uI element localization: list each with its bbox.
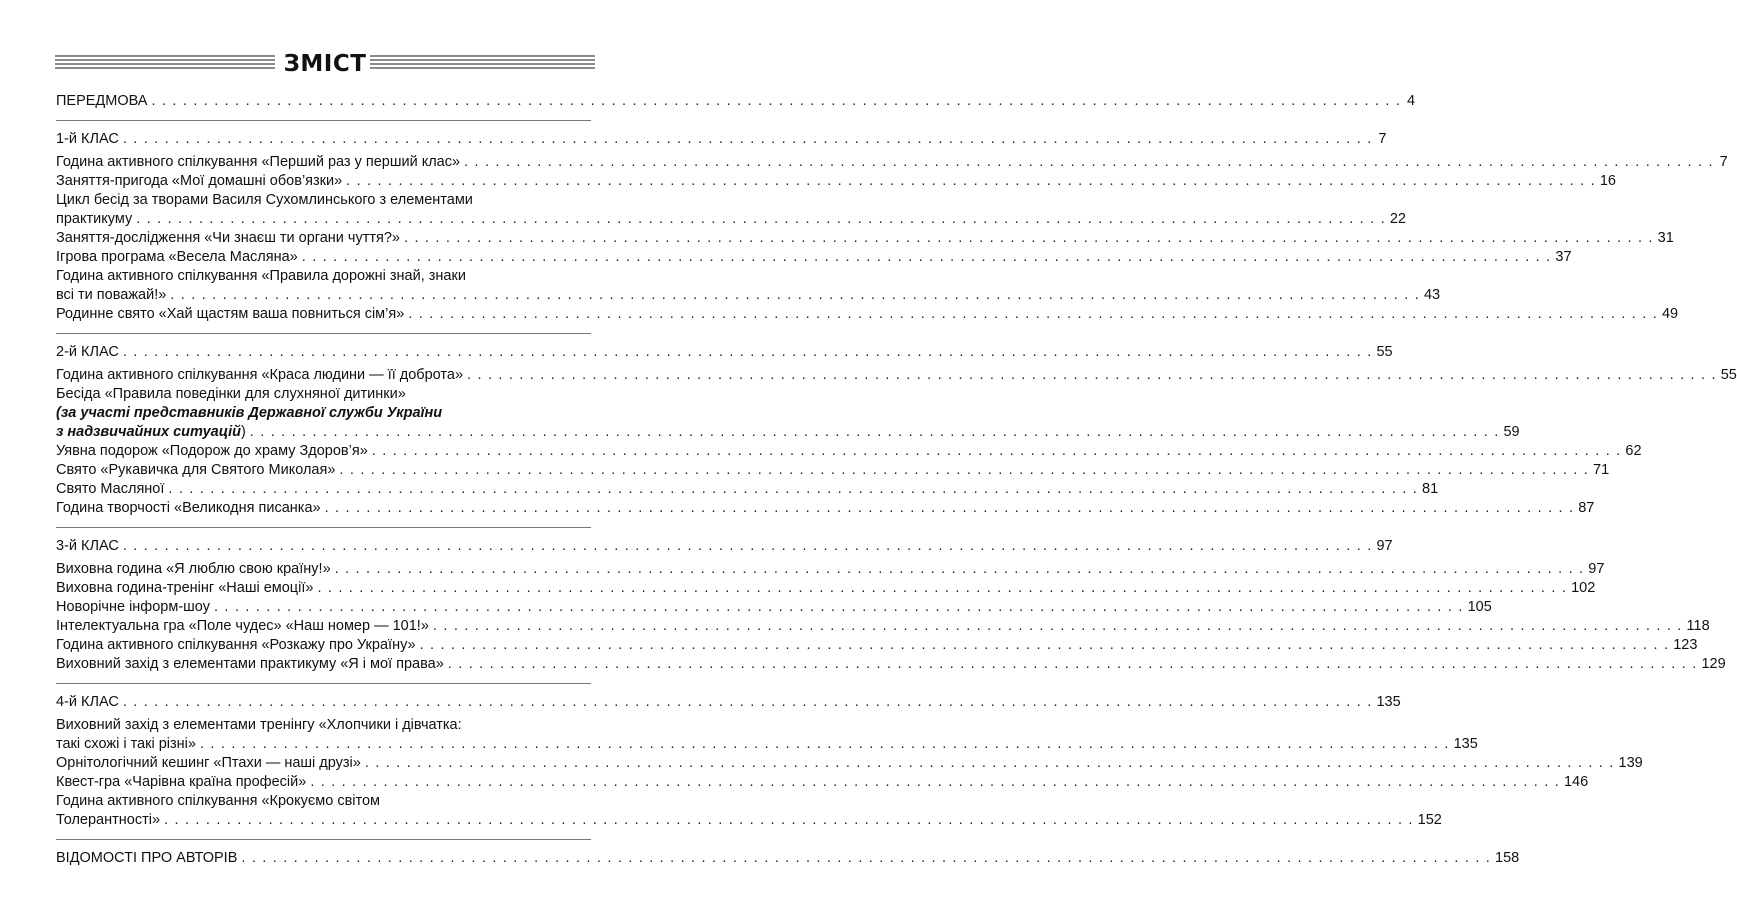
page-title: ЗМІСТ <box>283 51 367 77</box>
toc-entry-title: ПЕРЕДМОВА <box>56 93 148 109</box>
toc-entry[interactable] <box>56 499 1595 518</box>
toc-entry[interactable] <box>56 229 1674 248</box>
toc-entry-last-line <box>56 773 1589 792</box>
toc-entry-last-line <box>56 210 1406 229</box>
toc-entry-last-line <box>56 811 1442 830</box>
toc-entry[interactable] <box>56 617 1710 636</box>
toc-page-number: 118 <box>1686 618 1710 634</box>
toc-entry-line: Година активного спілкування «Правила дорожні знай, знаки <box>56 268 466 284</box>
toc-entry[interactable] <box>56 560 1605 579</box>
section-divider <box>56 120 591 121</box>
leader-dots: . . . . . . . . . . . . . . . . . . . . . . . . . . . . . . . . . . . . . . . . . . . . . . . . . . . . . . . . . . . . . . . . . . . . . . . . . . . . . . . . . . . . . . . . . . . . . . . . . . . . . . . . . . . . . . . . . . . . . . . . <box>122 131 1373 147</box>
section-divider <box>56 839 591 840</box>
toc-entry-last-line <box>56 655 1726 674</box>
toc-page-number: 146 <box>1563 774 1589 790</box>
toc-section-heading-grade1[interactable] <box>56 130 1387 149</box>
toc-page-number: 59 <box>1503 424 1520 440</box>
toc-entry-line: Година активного спілкування «Крокуємо світом <box>56 793 381 809</box>
leader-dots: . . . . . . . . . . . . . . . . . . . . . . . . . . . . . . . . . . . . . . . . . . . . . . . . . . . . . . . . . . . . . . . . . . . . . . . . . . . . . . . . . . . . . . . . . . . . . . . . . . . . . . . . . . . . . . . . . . . . . . . . <box>122 538 1373 554</box>
toc-page-number: 158 <box>1495 850 1520 866</box>
toc-entry-last-line <box>56 636 1698 655</box>
toc-page-number: 97 <box>1376 538 1393 554</box>
toc-entry-title: Виховний захід з елементами практикуму «Я і мої права» <box>56 656 444 672</box>
toc-entry-title: практикуму <box>56 211 133 227</box>
leader-dots: . . . . . . . . . . . . . . . . . . . . . . . . . . . . . . . . . . . . . . . . . . . . . . . . . . . . . . . . . . . . . . . . . . . . . . . . . . . . . . . . . . . . . . . . . . . . . . . . . . . . . . . . . . . . . . . . . . . . . . . . <box>310 774 1560 790</box>
toc-entry-line: Виховний захід з елементами тренінгу «Хлопчики і дівчатка: <box>56 717 462 733</box>
toc-entry[interactable] <box>56 172 1616 191</box>
toc-entry-title: Новорічне інформ-шоу <box>56 599 210 615</box>
toc-page-number: 31 <box>1657 230 1674 246</box>
toc-page-number: 102 <box>1571 580 1596 596</box>
toc-entry-title: Інтелектуальна гра «Поле чудес» «Наш номер — 101!» <box>56 618 429 634</box>
leader-dots: . . . . . . . . . . . . . . . . . . . . . . . . . . . . . . . . . . . . . . . . . . . . . . . . . . . . . . . . . . . . . . . . . . . . . . . . . . . . . . . . . . . . . . . . . . . . . . . . . . . . . . . . . . . . . . . . . . . . . . . . <box>346 173 1596 189</box>
toc-entry-last-line <box>56 305 1679 324</box>
toc-entry-title: Година активного спілкування «Перший раз у перший клас» <box>56 154 461 170</box>
toc-entry-last-line <box>56 248 1572 267</box>
toc-entry-title: Заняття-пригода «Мої домашні обов’язки» <box>56 173 343 189</box>
toc-page-number: 49 <box>1661 306 1679 322</box>
toc-entry[interactable] <box>56 153 1728 172</box>
toc-entry-title: такі схожі і такі різні» <box>56 736 196 752</box>
toc-entry-line: Цикл бесід за творами Василя Сухомлинського з елементами <box>56 192 473 208</box>
toc-entry-last-line <box>56 461 1610 480</box>
toc-list-grade3 <box>56 560 1726 674</box>
toc-entry[interactable] <box>56 655 1726 674</box>
toc-entry-last-line <box>56 442 1642 461</box>
leader-dots: . . . . . . . . . . . . . . . . . . . . . . . . . . . . . . . . . . . . . . . . . . . . . . . . . . . . . . . . . . . . . . . . . . . . . . . . . . . . . . . . . . . . . . . . . . . . . . . . . . . . . . . . . . . . . . . . . . . . . . . . <box>122 694 1373 710</box>
toc-entry-authors[interactable] <box>56 849 1520 868</box>
toc-page-number: 139 <box>1618 755 1643 771</box>
leader-dots: . . . . . . . . . . . . . . . . . . . . . . . . . . . . . . . . . . . . . . . . . . . . . . . . . . . . . . . . . . . . . . . . . . . . . . . . . . . . . . . . . . . . . . . . . . . . . . . . . . . . . . . . . . . . . . . . . . . . . . . . <box>241 850 1492 866</box>
toc-page-number: 105 <box>1467 599 1492 615</box>
leader-dots: . . . . . . . . . . . . . . . . . . . . . . . . . . . . . . . . . . . . . . . . . . . . . . . . . . . . . . . . . . . . . . . . . . . . . . . . . . . . . . . . . . . . . . . . . . . . . . . . . . . . . . . . . . . . . . . . . . . . . . . . <box>317 580 1568 596</box>
leader-dots: . . . . . . . . . . . . . . . . . . . . . . . . . . . . . . . . . . . . . . . . . . . . . . . . . . . . . . . . . . . . . . . . . . . . . . . . . . . . . . . . . . . . . . . . . . . . . . . . . . . . . . . . . . . . . . . . . . . . . . . . <box>408 306 1658 322</box>
toc-entry-title: Толерантності» <box>56 812 161 828</box>
toc-section-heading-grade4[interactable] <box>56 693 1401 712</box>
toc-page-number: 43 <box>1423 287 1441 303</box>
toc-entry[interactable] <box>56 442 1642 461</box>
toc-page-number: 129 <box>1701 656 1726 672</box>
leader-dots: . . . . . . . . . . . . . . . . . . . . . . . . . . . . . . . . . . . . . . . . . . . . . . . . . . . . . . . . . . . . . . . . . . . . . . . . . . . . . . . . . . . . . . . . . . . . . . . . . . . . . . . . . . . . . . . . . . . . . . . . <box>213 599 1464 615</box>
toc-entry[interactable] <box>56 267 1441 305</box>
toc-entry-multiline[interactable] <box>56 385 1520 442</box>
toc-entry-last-line <box>56 754 1643 773</box>
toc-entry-title: Година активного спілкування «Краса людини — її доброта» <box>56 367 464 383</box>
page-header <box>55 50 595 78</box>
toc-list-grade4 <box>56 716 1643 830</box>
leader-dots: . . . . . . . . . . . . . . . . . . . . . . . . . . . . . . . . . . . . . . . . . . . . . . . . . . . . . . . . . . . . . . . . . . . . . . . . . . . . . . . . . . . . . . . . . . . . . . . . . . . . . . . . . . . . . . . . . . . . . . . . <box>170 287 1420 303</box>
toc-page-number: 37 <box>1555 249 1572 265</box>
toc-entry-last-line <box>56 229 1674 248</box>
toc-entry-title: Квест-гра «Чарівна країна професій» <box>56 774 307 790</box>
leader-dots: . . . . . . . . . . . . . . . . . . . . . . . . . . . . . . . . . . . . . . . . . . . . . . . . . . . . . . . . . . . . . . . . . . . . . . . . . . . . . . . . . . . . . . . . . . . . . . . . . . . . . . . . . . . . . . . . . . . . . . . . <box>334 561 1585 577</box>
toc-entry-last-line <box>56 579 1596 598</box>
toc-entry-title: ВІДОМОСТІ ПРО АВТОРІВ <box>56 850 238 866</box>
toc-section-heading-grade2[interactable] <box>56 343 1393 362</box>
leader-dots: . . . . . . . . . . . . . . . . . . . . . . . . . . . . . . . . . . . . . . . . . . . . . . . . . . . . . . . . . . . . . . . . . . . . . . . . . . . . . . . . . . . . . . . . . . . . . . . . . . . . . . . . . . . . . . . . . . . . . . . . <box>249 424 1500 440</box>
toc-page-number: 123 <box>1673 637 1698 653</box>
toc-entry[interactable] <box>56 792 1442 830</box>
toc-page-number: 62 <box>1625 443 1642 459</box>
toc-entry-title: всі ти поважай!» <box>56 287 167 303</box>
toc-entry-line-italic: (за участі представників Державної служби України <box>56 405 443 421</box>
toc-entry[interactable] <box>56 191 1406 229</box>
toc-entry-title: Ігрова програма «Весела Масляна» <box>56 249 298 265</box>
leader-dots: . . . . . . . . . . . . . . . . . . . . . . . . . . . . . . . . . . . . . . . . . . . . . . . . . . . . . . . . . . . . . . . . . . . . . . . . . . . . . . . . . . . . . . . . . . . . . . . . . . . . . . . . . . . . . . . . . . . . . . . . <box>301 249 1552 265</box>
leader-dots: . . . . . . . . . . . . . . . . . . . . . . . . . . . . . . . . . . . . . . . . . . . . . . . . . . . . . . . . . . . . . . . . . . . . . . . . . . . . . . . . . . . . . . . . . . . . . . . . . . . . . . . . . . . . . . . . . . . . . . . . <box>364 755 1615 771</box>
toc-entry[interactable] <box>56 305 1679 324</box>
toc-entry-last-line <box>56 480 1439 499</box>
toc-entry-title: Година творчості «Великодня писанка» <box>56 500 321 516</box>
toc-page-number: 135 <box>1376 694 1401 710</box>
leader-dots: . . . . . . . . . . . . . . . . . . . . . . . . . . . . . . . . . . . . . . . . . . . . . . . . . . . . . . . . . . . . . . . . . . . . . . . . . . . . . . . . . . . . . . . . . . . . . . . . . . . . . . . . . . . . . . . . . . . . . . . . <box>371 443 1622 459</box>
toc-entry-title: Виховна година «Я люблю свою країну!» <box>56 561 331 577</box>
toc-entry[interactable] <box>56 579 1596 598</box>
toc-entry-preface[interactable] <box>56 92 1416 111</box>
header-rule-left <box>55 55 275 71</box>
toc-entry-last-line <box>56 598 1492 617</box>
toc-entry-title: 3-й КЛАС <box>56 538 119 554</box>
leader-dots: . . . . . . . . . . . . . . . . . . . . . . . . . . . . . . . . . . . . . . . . . . . . . . . . . . . . . . . . . . . . . . . . . . . . . . . . . . . . . . . . . . . . . . . . . . . . . . . . . . . . . . . . . . . . . . . . . . . . . . . . <box>324 500 1575 516</box>
toc-entry-title: Свято «Рукавичка для Святого Миколая» <box>56 462 336 478</box>
toc-entry-last-line <box>56 560 1605 579</box>
toc-page-number: 81 <box>1422 481 1439 497</box>
toc-page-number: 4 <box>1407 93 1416 109</box>
toc-entry-line: Бесіда «Правила поведінки для слухняної дитинки» <box>56 386 406 402</box>
toc-entry-title: Година активного спілкування «Розкажу про Україну» <box>56 637 416 653</box>
toc-entry-last-line <box>56 286 1441 305</box>
toc-page-number: 152 <box>1417 812 1442 828</box>
leader-dots: . . . . . . . . . . . . . . . . . . . . . . . . . . . . . . . . . . . . . . . . . . . . . . . . . . . . . . . . . . . . . . . . . . . . . . . . . . . . . . . . . . . . . . . . . . . . . . . . . . . . . . . . . . . . . . . . . . . . . . . . <box>168 481 1419 497</box>
toc-entry[interactable] <box>56 480 1439 499</box>
leader-dots: . . . . . . . . . . . . . . . . . . . . . . . . . . . . . . . . . . . . . . . . . . . . . . . . . . . . . . . . . . . . . . . . . . . . . . . . . . . . . . . . . . . . . . . . . . . . . . . . . . . . . . . . . . . . . . . . . . . . . . . . <box>404 230 1654 246</box>
toc-entry-title: 1-й КЛАС <box>56 131 119 147</box>
toc-entry-last-line <box>56 153 1728 172</box>
leader-dots: . . . . . . . . . . . . . . . . . . . . . . . . . . . . . . . . . . . . . . . . . . . . . . . . . . . . . . . . . . . . . . . . . . . . . . . . . . . . . . . . . . . . . . . . . . . . . . . . . . . . . . . . . . . . . . . . . . . . . . . . <box>151 93 1402 109</box>
toc-entry-title: Виховна година-тренінг «Наші емоції» <box>56 580 314 596</box>
toc-page-number: 22 <box>1389 211 1406 227</box>
toc-entry[interactable] <box>56 248 1572 267</box>
toc-entry[interactable] <box>56 461 1610 480</box>
toc-entry-line-italic: з надзвичайних ситуацій <box>56 424 241 440</box>
toc-entry-last-line <box>56 499 1595 518</box>
leader-dots: . . . . . . . . . . . . . . . . . . . . . . . . . . . . . . . . . . . . . . . . . . . . . . . . . . . . . . . . . . . . . . . . . . . . . . . . . . . . . . . . . . . . . . . . . . . . . . . . . . . . . . . . . . . . . . . . . . . . . . . . <box>199 736 1450 752</box>
leader-dots: . . . . . . . . . . . . . . . . . . . . . . . . . . . . . . . . . . . . . . . . . . . . . . . . . . . . . . . . . . . . . . . . . . . . . . . . . . . . . . . . . . . . . . . . . . . . . . . . . . . . . . . . . . . . . . . . . . . . . . . . <box>467 367 1717 383</box>
toc-entry[interactable] <box>56 716 1478 754</box>
toc-page-number: 135 <box>1453 736 1478 752</box>
header-rule-right <box>370 55 595 71</box>
closing-paren: ) <box>240 424 246 440</box>
toc-page-number: 7 <box>1378 131 1387 147</box>
leader-dots: . . . . . . . . . . . . . . . . . . . . . . . . . . . . . . . . . . . . . . . . . . . . . . . . . . . . . . . . . . . . . . . . . . . . . . . . . . . . . . . . . . . . . . . . . . . . . . . . . . . . . . . . . . . . . . . . . . . . . . . . <box>447 656 1698 672</box>
toc-section-heading-grade3[interactable] <box>56 537 1393 556</box>
toc-page-number: 97 <box>1588 561 1605 577</box>
toc-entry[interactable] <box>56 773 1589 792</box>
toc-page-number: 7 <box>1719 154 1728 170</box>
leader-dots: . . . . . . . . . . . . . . . . . . . . . . . . . . . . . . . . . . . . . . . . . . . . . . . . . . . . . . . . . . . . . . . . . . . . . . . . . . . . . . . . . . . . . . . . . . . . . . . . . . . . . . . . . . . . . . . . . . . . . . . . <box>164 812 1414 828</box>
leader-dots: . . . . . . . . . . . . . . . . . . . . . . . . . . . . . . . . . . . . . . . . . . . . . . . . . . . . . . . . . . . . . . . . . . . . . . . . . . . . . . . . . . . . . . . . . . . . . . . . . . . . . . . . . . . . . . . . . . . . . . . . <box>122 344 1373 360</box>
toc-entry-title: Уявна подорож «Подорож до храму Здоров’я» <box>56 443 368 459</box>
toc-entry-title: Свято Масляної <box>56 481 165 497</box>
toc-entry-last-line <box>56 735 1478 754</box>
toc-page-number: 16 <box>1599 173 1616 189</box>
toc-entry[interactable] <box>56 754 1643 773</box>
toc-page-number: 55 <box>1720 367 1737 383</box>
section-divider <box>56 683 591 684</box>
toc-list-grade2 <box>56 442 1642 518</box>
toc-page-number: 87 <box>1578 500 1595 516</box>
toc-entry-last-line <box>56 617 1710 636</box>
leader-dots: . . . . . . . . . . . . . . . . . . . . . . . . . . . . . . . . . . . . . . . . . . . . . . . . . . . . . . . . . . . . . . . . . . . . . . . . . . . . . . . . . . . . . . . . . . . . . . . . . . . . . . . . . . . . . . . . . . . . . . . . <box>339 462 1590 478</box>
leader-dots: . . . . . . . . . . . . . . . . . . . . . . . . . . . . . . . . . . . . . . . . . . . . . . . . . . . . . . . . . . . . . . . . . . . . . . . . . . . . . . . . . . . . . . . . . . . . . . . . . . . . . . . . . . . . . . . . . . . . . . . . <box>432 618 1683 634</box>
toc-list-grade1 <box>56 153 1728 324</box>
leader-dots: . . . . . . . . . . . . . . . . . . . . . . . . . . . . . . . . . . . . . . . . . . . . . . . . . . . . . . . . . . . . . . . . . . . . . . . . . . . . . . . . . . . . . . . . . . . . . . . . . . . . . . . . . . . . . . . . . . . . . . . . <box>136 211 1386 227</box>
toc-page-number: 55 <box>1376 344 1393 360</box>
toc-entry[interactable] <box>56 598 1492 617</box>
table-of-contents <box>56 92 1737 868</box>
leader-dots: . . . . . . . . . . . . . . . . . . . . . . . . . . . . . . . . . . . . . . . . . . . . . . . . . . . . . . . . . . . . . . . . . . . . . . . . . . . . . . . . . . . . . . . . . . . . . . . . . . . . . . . . . . . . . . . . . . . . . . . . <box>464 154 1714 170</box>
toc-entry-title: 2-й КЛАС <box>56 344 119 360</box>
toc-entry-title: Орнітологічний кешинг «Птахи — наші друзі» <box>56 755 361 771</box>
section-divider <box>56 333 591 334</box>
toc-entry-title: Заняття-дослідження «Чи знаєш ти органи чуття?» <box>56 230 400 246</box>
toc-entry[interactable] <box>56 366 1737 385</box>
toc-entry-title: 4-й КЛАС <box>56 694 119 710</box>
toc-page-number: 71 <box>1593 462 1610 478</box>
leader-dots: . . . . . . . . . . . . . . . . . . . . . . . . . . . . . . . . . . . . . . . . . . . . . . . . . . . . . . . . . . . . . . . . . . . . . . . . . . . . . . . . . . . . . . . . . . . . . . . . . . . . . . . . . . . . . . . . . . . . . . . . <box>419 637 1670 653</box>
toc-entry[interactable] <box>56 636 1698 655</box>
section-divider <box>56 527 591 528</box>
toc-entry-title: Родинне свято «Хай щастям ваша повниться сім’я» <box>56 306 405 322</box>
toc-entry-last-line <box>56 172 1616 191</box>
toc-entry-last-line <box>56 423 1520 442</box>
